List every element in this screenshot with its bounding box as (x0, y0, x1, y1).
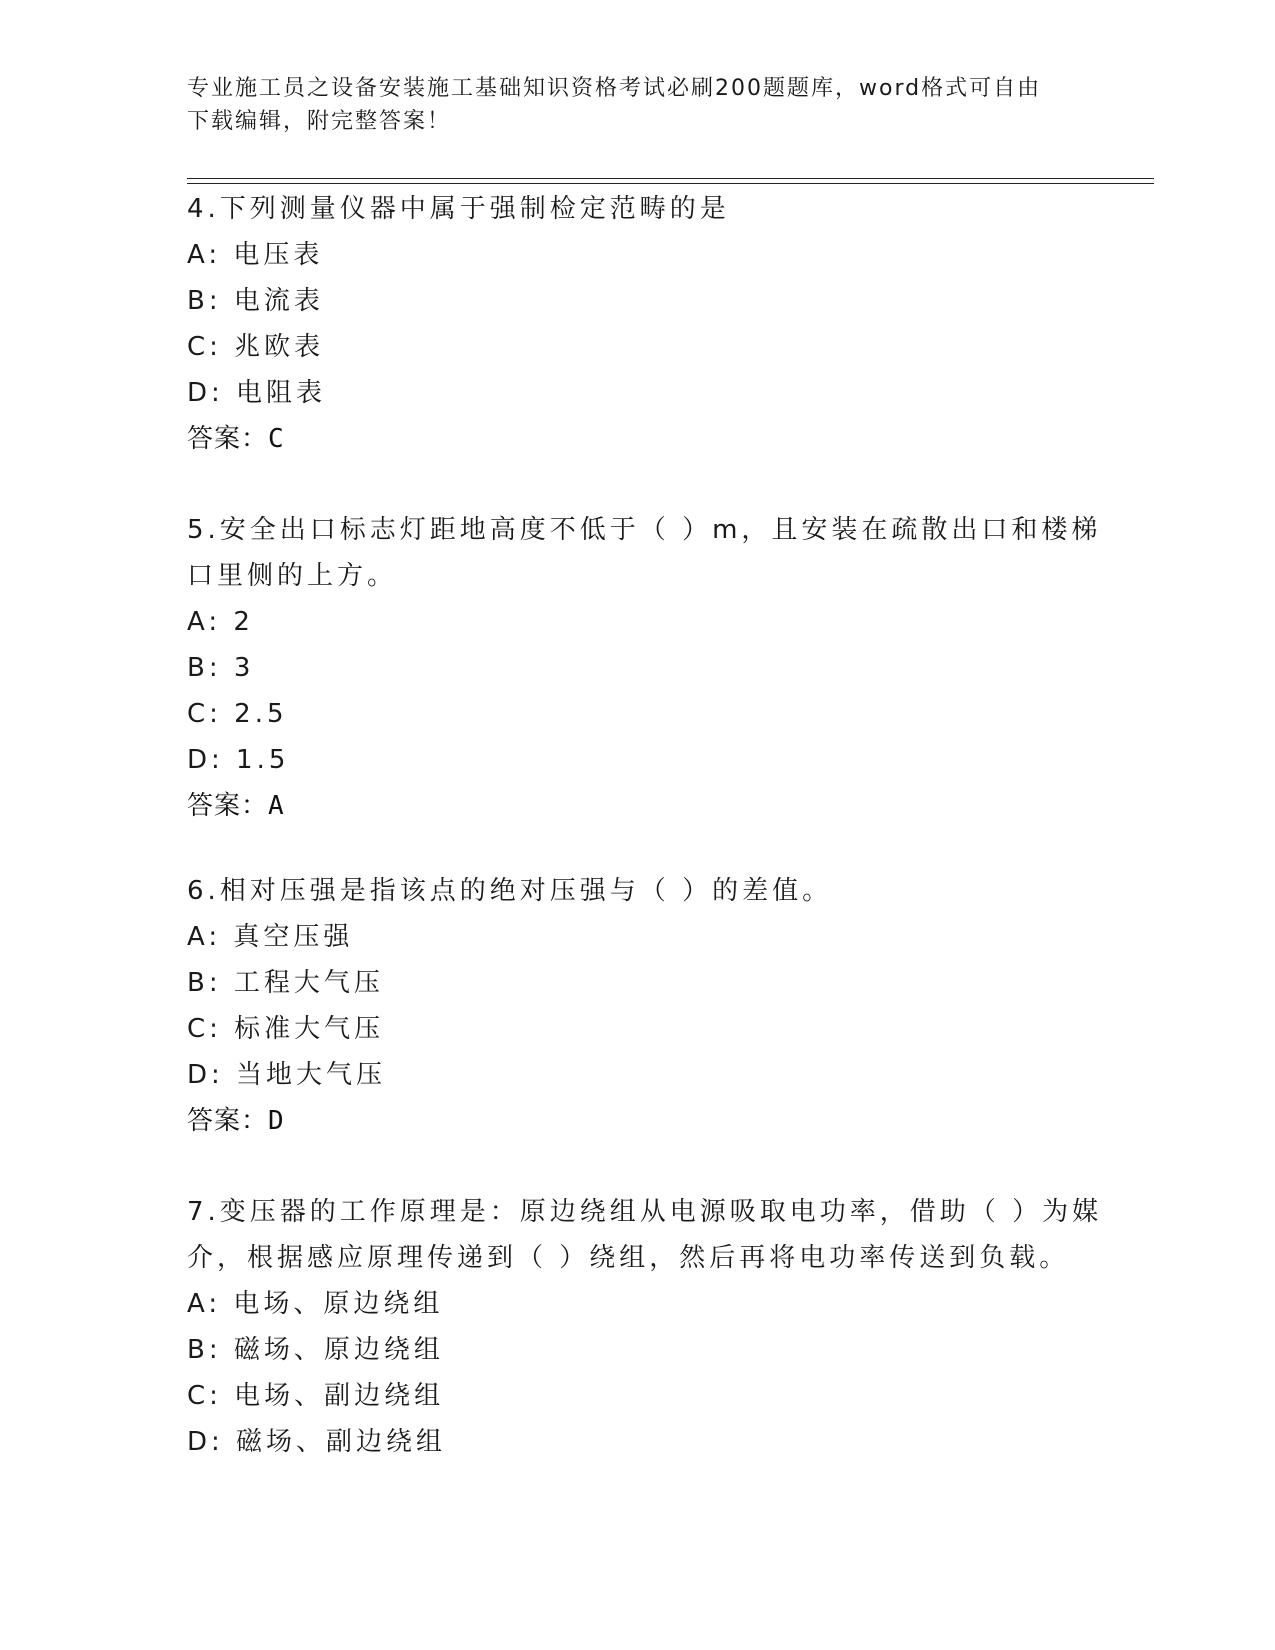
answer-label: 答案： (187, 791, 269, 821)
question-7 (187, 1189, 1103, 1465)
answer-line (187, 1098, 1087, 1144)
question-stem-cont: 口里侧的上方。 (187, 561, 398, 591)
answer-value: C (268, 424, 285, 454)
question-stem: 5.安全出口标志灯距地高度不低于（ ）m，且安装在疏散出口和楼梯 (187, 515, 1102, 545)
option-a: A: 电压表 (187, 240, 324, 270)
option-d: D: 1.5 (187, 745, 290, 775)
answer-line (187, 416, 1087, 462)
option-b: B: 3 (187, 653, 255, 683)
option-a: A: 2 (187, 607, 254, 637)
document-header (187, 72, 1067, 138)
answer-label: 答案： (187, 1106, 269, 1136)
option-a: A: 电场、原边绕组 (187, 1289, 444, 1319)
header-line-1: 专业施工员之设备安装施工基础知识资格考试必刷200题题库，word格式可自由 (187, 76, 1042, 101)
option-d: D: 磁场、副边绕组 (187, 1427, 447, 1457)
answer-value: A (268, 791, 285, 821)
option-b: B: 工程大气压 (187, 968, 384, 998)
question-4 (187, 186, 1087, 462)
option-b: B: 电流表 (187, 286, 324, 316)
question-stem: 6.相对压强是指该点的绝对压强与（ ）的差值。 (187, 876, 833, 906)
option-b: B: 磁场、原边绕组 (187, 1335, 444, 1365)
option-d: D: 当地大气压 (187, 1060, 387, 1090)
question-stem: 7.变压器的工作原理是：原边绕组从电源吸取电功率，借助（ ）为媒 (187, 1197, 1103, 1227)
question-6 (187, 868, 1087, 1144)
answer-value: D (268, 1106, 285, 1136)
option-c: C: 电场、副边绕组 (187, 1381, 445, 1411)
option-a: A: 真空压强 (187, 922, 354, 952)
question-stem: 4.下列测量仪器中属于强制检定范畴的是 (187, 194, 730, 224)
answer-label: 答案： (187, 424, 269, 454)
header-divider-bottom (187, 183, 1154, 184)
header-divider-top (187, 178, 1154, 179)
option-d: D: 电阻表 (187, 378, 327, 408)
question-5 (187, 507, 1102, 829)
question-stem-cont: 介，根据感应原理传递到（ ）绕组，然后再将电功率传送到负载。 (187, 1243, 1070, 1273)
answer-line (187, 783, 1087, 829)
option-c: C: 标准大气压 (187, 1014, 385, 1044)
header-line-2: 下载编辑，附完整答案！ (187, 109, 452, 134)
option-c: C: 2.5 (187, 699, 288, 729)
option-c: C: 兆欧表 (187, 332, 325, 362)
